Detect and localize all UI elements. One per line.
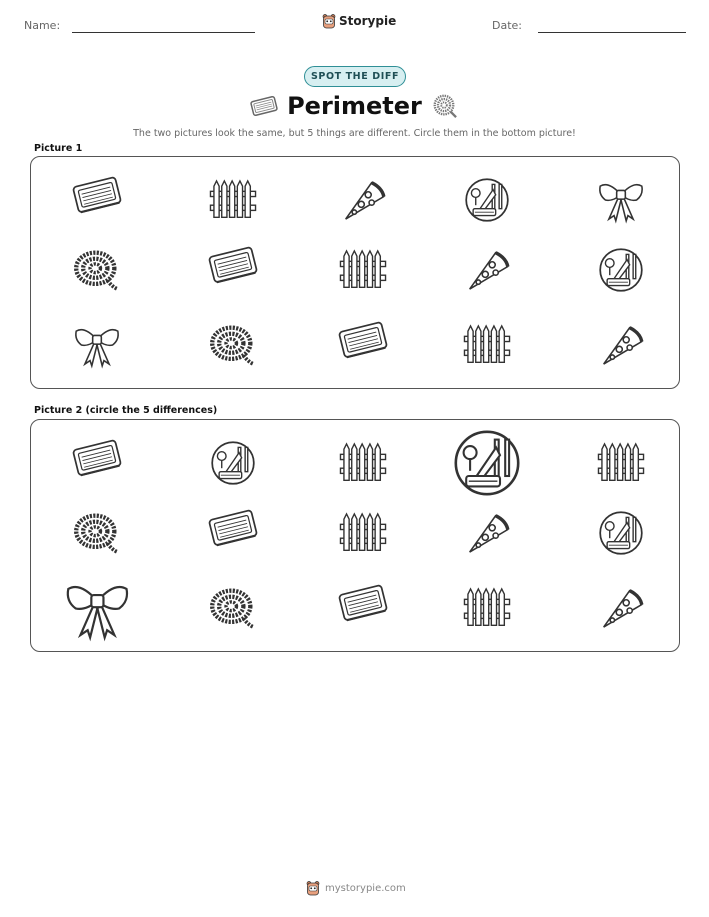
bow-icon[interactable] [71,319,123,371]
pizza-icon[interactable] [595,582,647,634]
playground-icon[interactable] [448,424,526,502]
date-line[interactable] [538,32,686,33]
storypie-mascot-icon [322,13,336,29]
fence-icon[interactable] [461,319,513,371]
pizza-icon[interactable] [461,244,513,296]
picture-2-label: Picture 2 (circle the 5 differences) [34,405,218,416]
title-rope-icon [430,93,458,119]
fence-icon[interactable] [337,437,389,489]
tray-icon[interactable] [207,244,259,296]
name-label: Name: [24,19,61,32]
tray-icon[interactable] [337,582,389,634]
page-title: Perimeter [287,92,422,120]
brand-name: Storypie [339,14,397,28]
instructions-text: The two pictures look the same, but 5 things are different. Circle them in the bottom picture! [133,128,576,139]
pizza-icon[interactable] [337,174,389,226]
playground-icon[interactable] [207,437,259,489]
fence-icon[interactable] [461,582,513,634]
footer-site: mystorypie.com [325,882,406,894]
picture-2-panel[interactable] [30,419,680,652]
rope-icon [430,93,458,123]
playground-icon[interactable] [461,174,513,226]
footer-mascot-icon [306,880,320,896]
brand-logo [322,13,396,29]
fence-icon[interactable] [337,507,389,559]
tray-icon[interactable] [71,174,123,226]
name-line[interactable] [72,32,255,33]
spot-the-diff-badge: SPOT THE DIFF [304,66,406,87]
date-label: Date: [492,19,522,32]
pizza-icon[interactable] [461,507,513,559]
rope-icon[interactable] [71,507,123,559]
rope-icon[interactable] [207,582,259,634]
bow-icon[interactable] [61,572,134,645]
tray-icon[interactable] [337,319,389,371]
fence-icon[interactable] [595,437,647,489]
bow-icon[interactable] [595,174,647,226]
fence-icon[interactable] [207,174,259,226]
tray-icon[interactable] [207,507,259,559]
fence-icon[interactable] [337,244,389,296]
rope-icon[interactable] [71,244,123,296]
playground-icon[interactable] [595,244,647,296]
picture-1-label: Picture 1 [34,143,83,154]
picture-1-panel[interactable] [30,156,680,389]
footer [306,880,406,896]
pizza-icon[interactable] [595,319,647,371]
rope-icon[interactable] [207,319,259,371]
playground-icon[interactable] [595,507,647,559]
tray-icon[interactable] [71,437,123,489]
